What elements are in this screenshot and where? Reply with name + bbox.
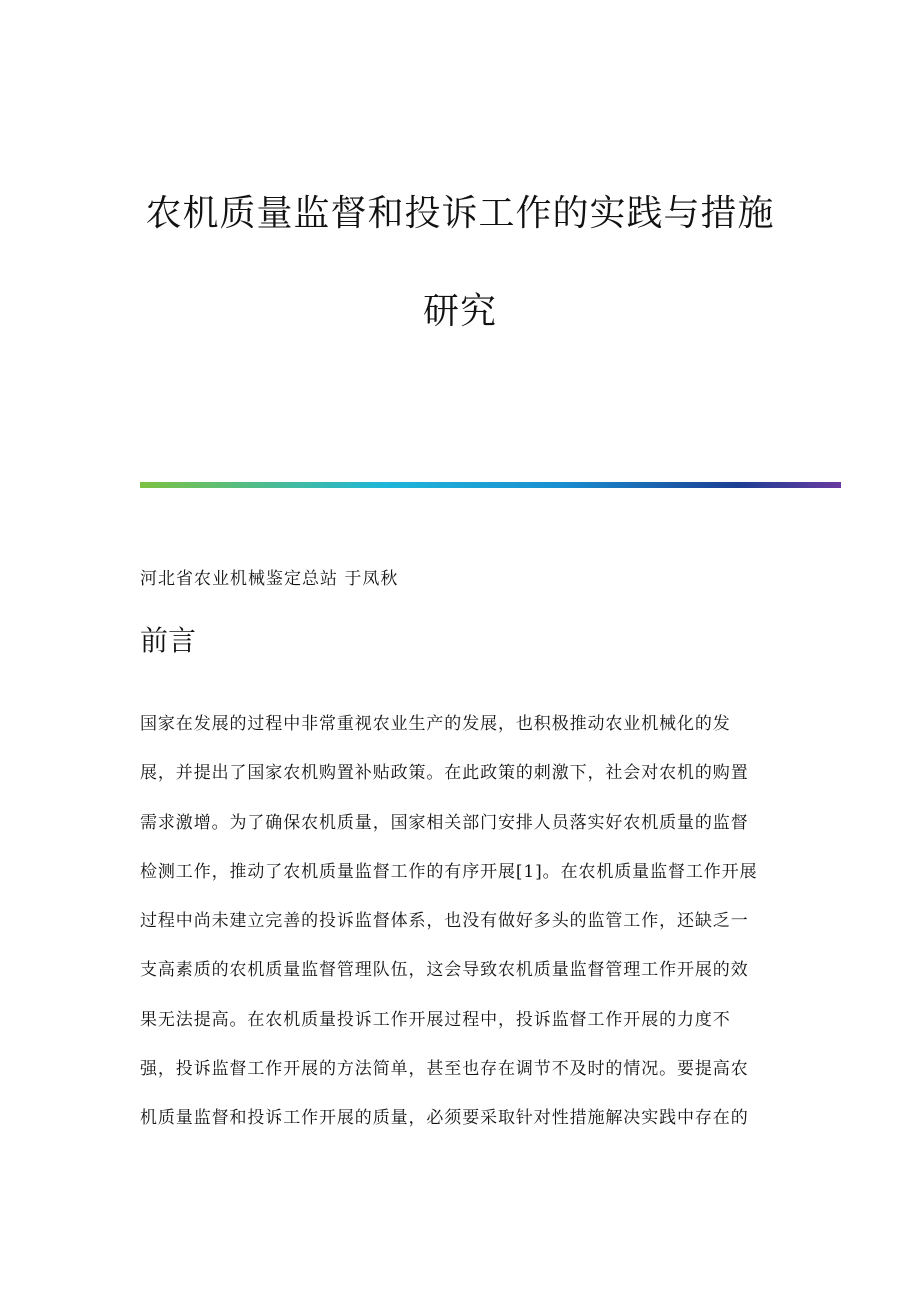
body-paragraph (140, 700, 800, 1144)
author-affiliation: 河北省农业机械鉴定总站 于凤秋 (140, 569, 399, 589)
gradient-divider (140, 482, 841, 488)
paragraph-line: 支高素质的农机质量监督管理队伍，这会导致农机质量监督管理工作开展的效 (140, 960, 749, 981)
paragraph-line: 需求激增。为了确保农机质量，国家相关部门安排人员落实好农机质量的监督 (140, 812, 749, 833)
paragraph-line: 果无法提高。在农机质量投诉工作开展过程中，投诉监督工作开展的力度不 (140, 1009, 731, 1030)
paragraph-line: 强，投诉监督工作开展的方法简单，甚至也存在调节不及时的情况。要提高农 (140, 1059, 749, 1080)
paragraph-line: 机质量监督和投诉工作开展的质量，必须要采取针对性措施解决实践中存在的 (140, 1108, 749, 1129)
paragraph-line: 过程中尚未建立完善的投诉监督体系，也没有做好多头的监管工作，还缺乏一 (140, 911, 749, 932)
section-heading: 前言 (140, 624, 197, 657)
title-line-1: 农机质量监督和投诉工作的实践与措施 (145, 193, 775, 234)
title-line-2: 研究 (422, 291, 497, 332)
paragraph-line: 国家在发展的过程中非常重视农业生产的发展，也积极推动农业机械化的发 (140, 714, 731, 734)
document-title (0, 190, 920, 336)
paragraph-line: 检测工作，推动了农机质量监督工作的有序开展[1]。在农机质量监督工作开展 (140, 861, 758, 882)
paragraph-line: 展，并提出了国家农机购置补贴政策。在此政策的刺激下，社会对农机的购置 (140, 763, 749, 784)
